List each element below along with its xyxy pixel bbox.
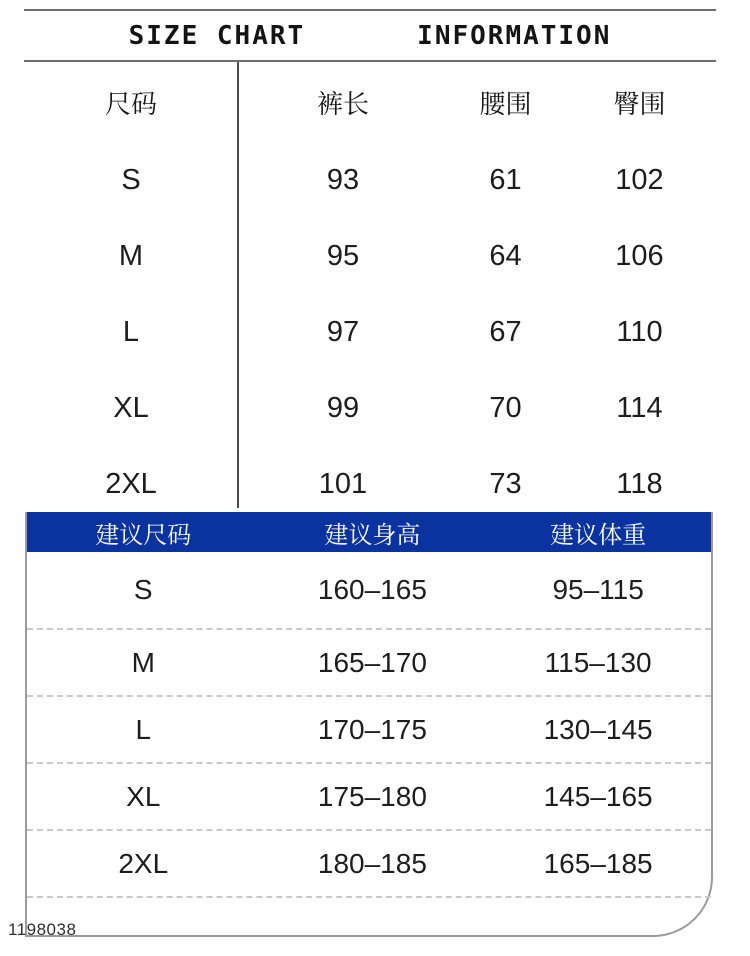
waist-cell: 67 xyxy=(489,315,522,348)
length-cell: 95 xyxy=(326,239,360,272)
waist-cell: 64 xyxy=(489,239,522,272)
size-cell: XL xyxy=(113,391,149,424)
suggest-header-size: 建议尺码 xyxy=(95,521,192,549)
size-table-header-waist: 腰围 xyxy=(479,88,532,119)
suggest-weight-cell: 130–145 xyxy=(543,713,653,745)
table-row xyxy=(27,630,711,697)
suggest-height-cell: 170–175 xyxy=(317,713,427,745)
hip-cell: 106 xyxy=(615,239,664,272)
size-cell: M xyxy=(118,239,144,272)
waist-cell: 70 xyxy=(489,391,522,424)
length-cell: 99 xyxy=(326,391,360,424)
page-title xyxy=(24,11,716,60)
suggest-weight-cell: 145–165 xyxy=(543,780,653,812)
suggest-header-weight: 建议体重 xyxy=(550,521,647,549)
hip-cell: 102 xyxy=(615,163,664,196)
size-table-header-size: 尺码 xyxy=(104,88,157,119)
waist-cell: 73 xyxy=(489,467,522,500)
length-cell: 101 xyxy=(318,467,368,500)
suggest-size-cell: 2XL xyxy=(118,847,169,879)
suggest-size-cell: XL xyxy=(126,780,161,812)
waist-cell: 61 xyxy=(489,163,522,196)
table-row xyxy=(27,764,711,831)
table-row xyxy=(27,552,711,630)
size-cell: L xyxy=(122,315,140,348)
suggestion-table-card xyxy=(25,512,713,937)
suggest-size-cell: S xyxy=(133,574,153,605)
length-cell: 97 xyxy=(326,315,360,348)
size-table-header-length: 裤长 xyxy=(316,88,369,119)
suggest-size-cell: L xyxy=(135,713,152,745)
size-cell: 2XL xyxy=(105,467,157,500)
watermark-id: 1198038 xyxy=(8,920,77,939)
table-row xyxy=(27,831,711,898)
hip-cell: 110 xyxy=(616,315,663,348)
table-row xyxy=(27,697,711,764)
suggestion-table-header xyxy=(27,512,711,552)
suggest-header-height: 建议身高 xyxy=(324,521,421,549)
suggest-height-cell: 165–170 xyxy=(317,646,427,678)
suggest-height-cell: 175–180 xyxy=(317,780,427,812)
suggest-size-cell: M xyxy=(131,646,155,678)
suggest-weight-cell: 115–130 xyxy=(544,646,652,678)
size-table-column-divider xyxy=(237,62,239,508)
suggest-weight-cell: 165–185 xyxy=(543,847,653,879)
hip-cell: 114 xyxy=(616,391,663,424)
suggest-height-cell: 160–165 xyxy=(317,574,427,605)
size-table-header-hip: 臀围 xyxy=(613,88,666,119)
size-table xyxy=(24,62,716,508)
length-cell: 93 xyxy=(326,163,360,196)
size-cell: S xyxy=(121,163,141,196)
suggest-weight-cell: 95–115 xyxy=(552,574,644,605)
title-information: INFORMATION xyxy=(417,20,612,51)
hip-cell: 118 xyxy=(616,467,663,500)
suggest-height-cell: 180–185 xyxy=(317,847,427,879)
title-size-chart: SIZE CHART xyxy=(128,20,306,51)
